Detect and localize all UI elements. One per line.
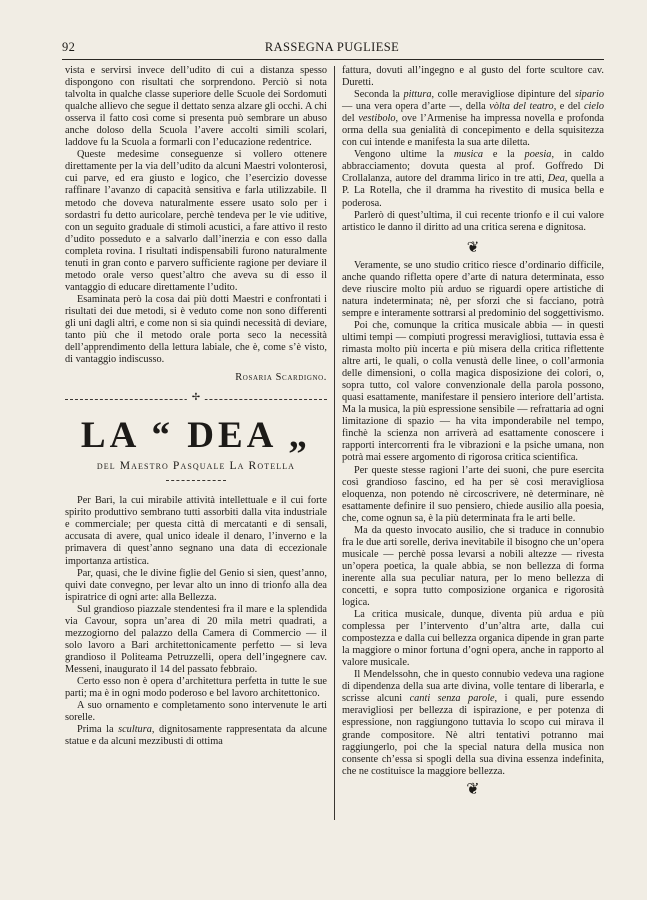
paragraph (342, 149, 604, 209)
emphasis: vestibolo (358, 113, 396, 125)
paragraph: Queste medesime conseguenze si vollero ottenere direttamente per la via dell’udito da alcuni Maestri volonterosi, cui parve, ed era giusto e logico, che l’esercizio dovesse raffinare l’avanzo di capacità sensitiva e farla utilizzabile. Il metodo che doveva naturalmente essere usato solo per i sordastri fu detto auricolare, perchè tendeva per le vie uditive, con un seguito graduale di stimoli acustici, a fare attivo il resto d’udito posseduto e a salvarlo dall’inerzia e con esso dalla completa rovina. I risultati indispensabili furono naturalmente tenuti in gran conto e parvero sufficiente ragione per deviare il metodo orale verso quest’altro che aveva su di esso il vantaggio di educare direttamente l’udito. (65, 149, 327, 293)
text-run: Vengono ultime la (354, 149, 454, 161)
paragraph: Per queste stesse ragioni l’arte dei suoni, che pure esercita così grandioso fascino, ed ha per sè così meravigliosa eloquenza, non potendo nè circoscrivere, nè determinare, nè esattamente definire il suo pensiero, chiede ausilio alla poesia, che, come ognun sa, è la più determinata fra le arti belle. (342, 464, 604, 524)
emphasis: poesia (524, 149, 552, 161)
text-run: e la (483, 149, 525, 161)
text-run: , in caldo abbracciamento; dovuta questa al prof. Goffredo Di Crollalanza, autore del dramma lirico in tre atti, (342, 149, 604, 185)
emphasis: musica (453, 149, 484, 161)
paragraph: Parlerò di quest’ultima, il cui recente trionfo e il cui valore artistico le danno il diritto ad una critica serena e dignitosa. (342, 209, 604, 233)
emphasis: cielo (583, 101, 604, 113)
emphasis: pittura (403, 89, 432, 101)
text-run: Prima la (77, 724, 119, 736)
paragraph: fattura, dovuti all’ingegno e al gusto del forte scultore cav. Duretti. (342, 65, 604, 89)
text-run: , ove l’Armenise ha impressa novella e profonda orma della sua genialità di concepimento e della squisitezza con cui intende e manifesta la sua arte diletta. (342, 113, 604, 149)
emphasis: Dea (547, 173, 565, 185)
emphasis: canti senza parole (409, 693, 495, 705)
paragraph: Ma da questo invocato ausilio, che si traduce in connubio fra le due arti sorelle, deriva inevitabile il bisogno che un’opera musicale — perchè possa levarsi a nobili altezze — rivesta un’opera poetica, la quale abbia, se non bellezza di forma inerente alla sua peculiar natura, per lo meno bellezza di concetti, e sopra tutto composizione organica e rigorosità logica. (342, 524, 604, 609)
text-run: , e del (553, 101, 584, 113)
section-separator (65, 392, 327, 406)
paragraph (65, 724, 327, 748)
emphasis: scultura (118, 724, 152, 736)
text-run: Seconda la (354, 89, 404, 101)
separator-ornament: ✢ (187, 392, 205, 404)
emphasis: vòlta del teatro (489, 101, 554, 113)
subtitle-rule (166, 480, 226, 481)
header-rule (62, 59, 604, 60)
paragraph: Veramente, se uno studio critico riesce d’ordinario difficile, anche quando rifletta opere d’arte di natura determinata, esso deve riuscire molto più arduo se riguardi opere artistiche di natura indeterminata; nè, per sforzi che si facciano, potrà sempre e interamente sottrarsi al predominio del soggettivismo. (342, 259, 604, 319)
text-run: del (342, 113, 359, 125)
text-run: , dignitosamente rappresentata da alcune statue e da alcuni mezzibusti di ottima (65, 724, 327, 748)
paragraph: Poi che, comunque la critica musicale abbia — in questi ultimi tempi — compiuti progressi meravigliosi, tuttavia essa è rimasta molto più incerta e più misera della critica riflettente altre arti, le quali, o colla venustà delle linee, o coll’armonia delle dimensioni, o colla magica disposizione dei colori, o, sopra tutto, col valore convenzionale della parola possono, quasi esattamente, manifestare il pensiero interiore dell’artista. Ma la musica, la più espressione sensibile — refrattaria ad ogni limitazione di spazio — ha vita imponderabile nel tempo, finchè la scienza non arriverà ad esattamente conoscere i rapporti intercorrenti fra le vibrazioni e la psiche umana, non potrà mai essere argomento di rigorosa critica scientifica. (342, 319, 604, 464)
journal-title: RASSEGNA PUGLIESE (264, 40, 400, 54)
emphasis: sipario (574, 89, 604, 101)
paragraph: Per Bari, la cui mirabile attività intellettuale e il cui forte spirito produttivo sembrano tutti assorbiti dalla vita industriale e commerciale; per questa città di mercatanti e di sensali, accusata di avere, qual unico ideale il denaro, l’inverno e la primavera di quest’anno segnano una data di eccezionale importanza artistica. (65, 495, 327, 567)
paragraph: La critica musicale, dunque, diventa più ardua e più complessa per l’intervento d’un’altra arte, dalla cui compostezza e dalla cui bellezza organica dipende in gran parte la maggiore o minor fortuna d’ogni opera, anche in rapporto al valore musicale. (342, 609, 604, 669)
article-subtitle: del Maestro Pasquale La Rotella (96, 459, 296, 473)
article-title: LA “ DEA „ (80, 415, 312, 457)
paragraph: Esaminata però la cosa dai più dotti Maestri e confrontati i risultati dei due metodi, si è veduto come non sono differenti gli uni dagli altri, e come non si sia quindi necessità di deviare, tanto più che il metodo orale porta seco la necessità dell’apprendimento della lettura labiale, che è, come s’è visto, di vantaggio indiscusso. (65, 293, 327, 366)
right-column (342, 65, 604, 796)
text-run: , colle meravigliose dipinture del (431, 89, 575, 101)
text-run: — una vera opera d’arte —, della (342, 101, 490, 113)
paragraph: Par, quasi, che le divine figlie del Genio si sien, quest’anno, quivi date convegno, per levar alto un inno di trionfo alla dea ispiratrice di ogni arte: alla Bellezza. (65, 567, 327, 603)
text-run: , quella a P. La Rotella, che il dramma ha rivestito di musica bella e poderosa. (342, 173, 605, 209)
page-number: 92 (62, 40, 76, 54)
column-divider (334, 66, 335, 820)
paragraph: Sul grandioso piazzale stendentesi fra il mare e la splendida via Cavour, sopra un’area di 20 mila metri quadrati, a mezzogiorno del palazzo della Camera di Commercio — il solo lavoro a Bari architettonicamente perfetto — si leva grandioso il Politeama Petruzzelli, opera dell’ingegnere cav. Messeni, inaugurato il 14 del passato febbraio. (65, 603, 327, 675)
paragraph: A suo ornamento e completamento sono intervenute le arti sorelle. (65, 700, 327, 724)
leaf-ornament-icon: ❦ (466, 239, 480, 256)
author-signature: Rosaria Scardigno. (235, 372, 327, 384)
paragraph (342, 669, 604, 777)
end-leaf-ornament-icon: ❦ (466, 780, 480, 798)
text-run: , i quali, pure essendo meravigliosi per bellezza di ispirazione, e per potenza di espressione, non raggiungono tuttavia lo scopo cui mirava il grande compositore. Nè altri tentativi potranno mai raggiungerlo, poi che la special natura della musica non consente ch’essa si spogli della sua divina essenza indefinita, che ne costituisce la maggiore bellezza. (342, 693, 604, 777)
paragraph: Certo esso non è opera d’architettura perfetta in tutte le sue parti; ma è in ogni modo poderoso e bel lavoro architettonico. (65, 675, 327, 700)
left-column (65, 65, 327, 748)
paragraph (342, 89, 604, 149)
paragraph: vista e servirsi invece dell’udito di cui a distanza spesso dispongono con risultati che sorprendono. Perciò si nota talvolta in qualche classe superiore delle Scuole dei Sordomuti qualche allievo che segue il dettato senza alzare gli occhi. A chi osserva il fatto così come si presenta può sembrare un abuso anche doloso della Scuola l’avere accolti simili scolari, laddove fu la Scuola a formarli con l’educazione redentrice. (65, 65, 327, 149)
running-header (62, 40, 602, 56)
text-run: Il Mendelssohn, che in questo connubio vedeva una ragione di dipendenza della sua arte divina, volle tentare di liberarla, e scrisse alcuni (342, 669, 604, 705)
